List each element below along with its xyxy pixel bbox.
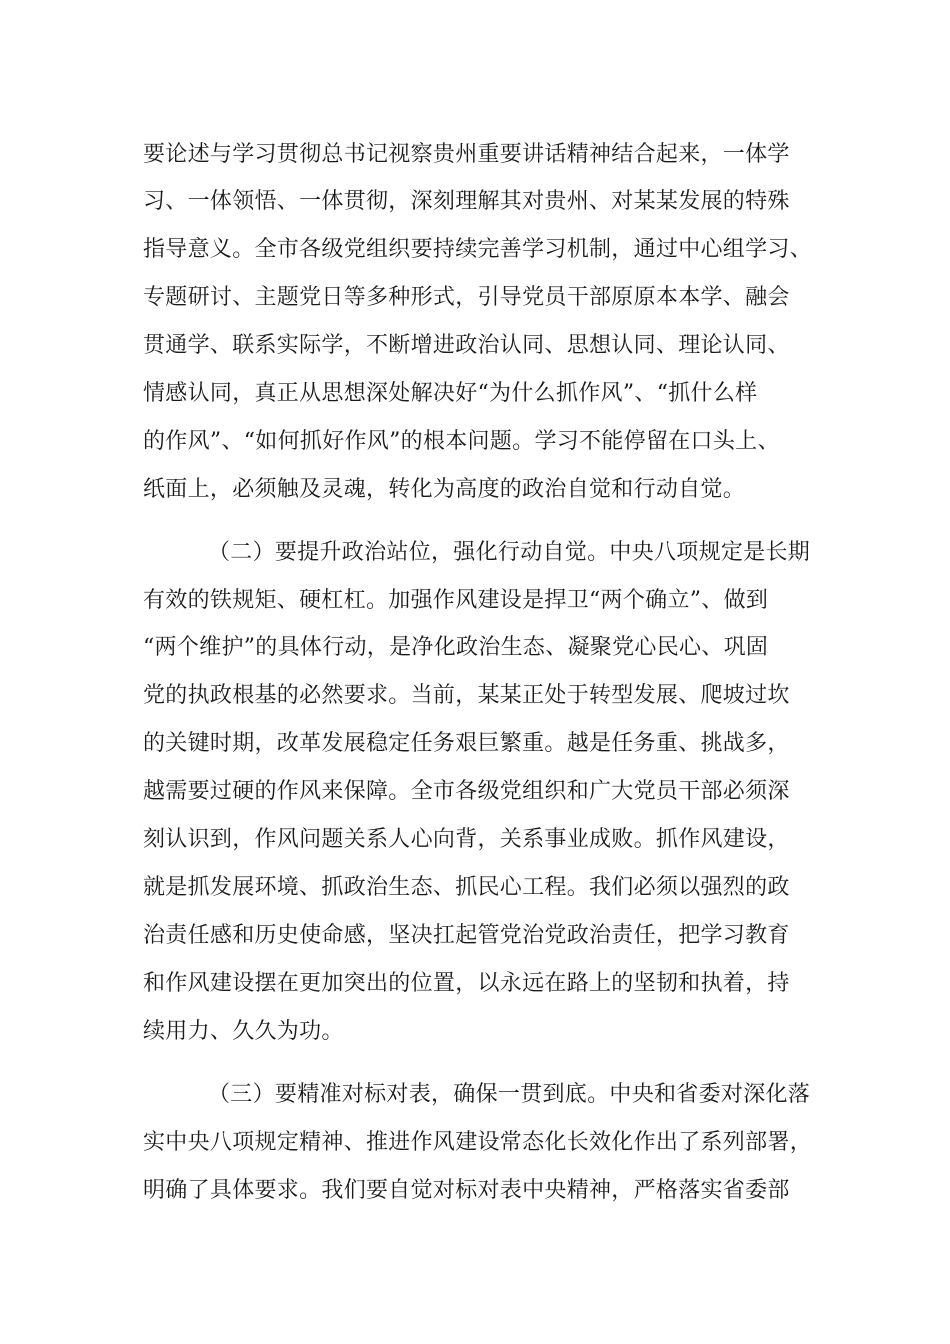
text-line-15: 刻认识到，作风问题关系人心向背，关系事业成败。抓作风建设， (143, 827, 790, 852)
text-line-11: “两个维护”的具体行动，是净化政治生态、凝聚党心民心、巩固 (143, 635, 769, 660)
text-line-14: 越需要过硬的作风来保障。全市各级党组织和广大党员干部必须深 (143, 779, 790, 804)
text-line-17: 治责任感和历史使命感，坚决扛起管党治党政治责任，把学习教育 (143, 923, 790, 948)
text-line-8: 纸面上，必须触及灵魂，转化为高度的政治自觉和行动自觉。 (143, 477, 746, 502)
text-line-6: 情感认同，真正从思想深处解决好“为什么抓作风”、“抓什么样 (143, 381, 758, 406)
text-line-21: 实中央八项规定精神、推进作风建设常态化长效化作出了系列部署， (143, 1130, 813, 1155)
text-line-2: 习、一体领悟、一体贯彻，深刻理解其对贵州、对某某发展的特殊 (143, 189, 790, 214)
text-line-19: 续用力、久久为功。 (143, 1019, 344, 1044)
text-line-4: 专题研讨、主题党日等多种形式，引导党员干部原原本本学、融会 (143, 285, 790, 310)
text-line-12: 党的执政根基的必然要求。当前，某某正处于转型发展、爬坡过坎 (143, 683, 790, 708)
paragraph-heading-3: （三）要精准对标对表，确保一贯到底。中央和省委对深化落 (208, 1082, 811, 1107)
text-line-13: 的关键时期，改革发展稳定任务艰巨繁重。越是任务重、挑战多， (143, 731, 790, 756)
paragraph-heading-2: （二）要提升政治站位，强化行动自觉。中央八项规定是长期 (208, 540, 811, 565)
text-line-5: 贯通学、联系实际学，不断增进政治认同、思想认同、理论认同、 (143, 333, 790, 358)
text-line-1: 要论述与学习贯彻总书记视察贵州重要讲话精神结合起来，一体学 (143, 142, 790, 167)
text-line-22: 明确了具体要求。我们要自觉对标对表中央精神，严格落实省委部 (143, 1178, 790, 1203)
text-line-18: 和作风建设摆在更加突出的位置，以永远在路上的坚韧和执着，持 (143, 971, 790, 996)
text-line-7: 的作风”、“如何抓好作风”的根本问题。学习不能停留在口头上、 (143, 429, 780, 454)
text-line-3: 指导意义。全市各级党组织要持续完善学习机制，通过中心组学习、 (143, 237, 813, 262)
text-line-10: 有效的铁规矩、硬杠杠。加强作风建设是捍卫“两个确立”、做到 (143, 588, 769, 613)
text-line-16: 就是抓发展环境、抓政治生态、抓民心工程。我们必须以强烈的政 (143, 875, 790, 900)
